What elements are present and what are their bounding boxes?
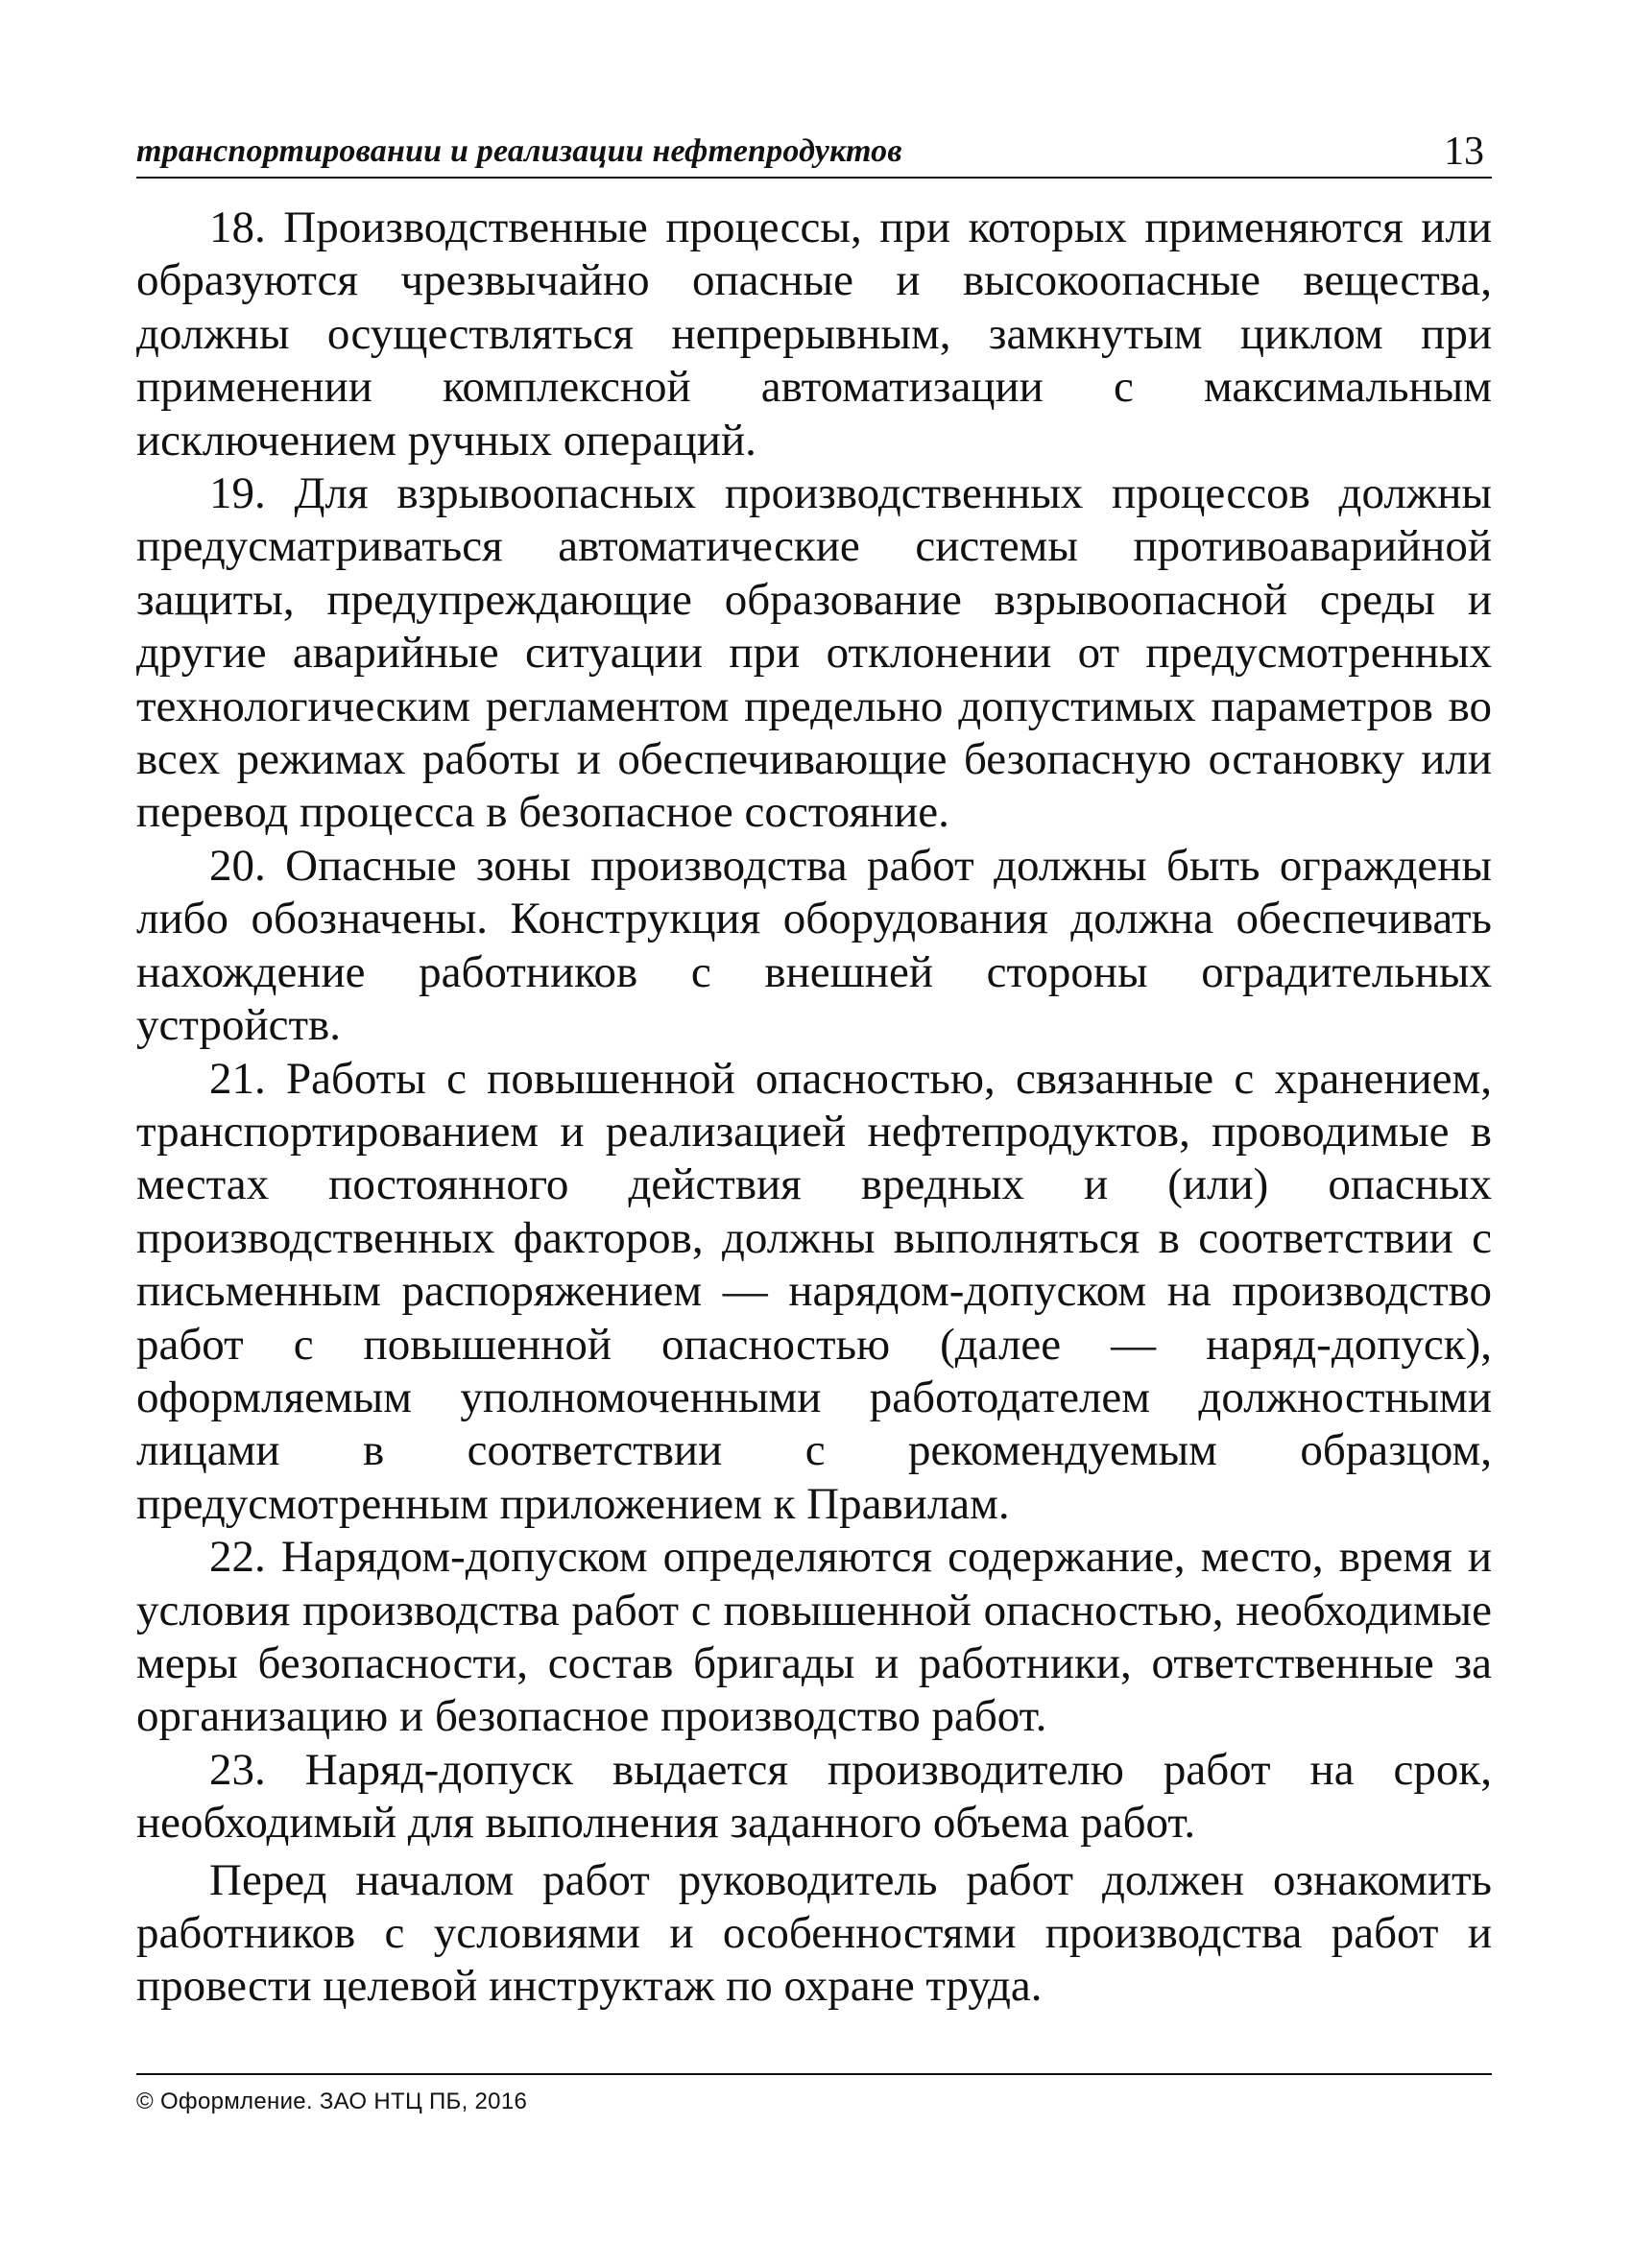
running-header-title: транспортировании и реализации нефтепродуктов <box>136 133 902 169</box>
footer-rule <box>136 2073 1492 2075</box>
paragraph-22: 22. Нарядом-допуском определяются содержание, место, время и условия производства работ с повышенной опасностью, необходимые меры безопасности, состав бригады и работники, ответственные за организацию и безопасное производство работ. <box>136 1532 1492 1742</box>
footer-copyright: © Оформление. ЗАО НТЦ ПБ, 2016 <box>136 2089 528 2114</box>
paragraph-23-continuation: Перед началом работ руководитель работ должен ознакомить работников с условиями и особенностями производства работ и провести целевой инструктаж по охране труда. <box>136 1854 1492 2012</box>
header-rule <box>136 177 1492 179</box>
paragraph-20: 20. Опасные зоны производства работ должны быть ограждены либо обозначены. Конструкция оборудования должна обеспечивать нахождение работников с внешней стороны оградительных устройств. <box>136 840 1492 1051</box>
page-number: 13 <box>1444 130 1484 174</box>
document-body <box>136 202 1492 2014</box>
paragraph-21: 21. Работы с повышенной опасностью, связанные с хранением, транспортированием и реализацией нефтепродуктов, проводимые в местах постоянного действия вредных и (или) опасных производственных факторов, должны выполняться в соответствии с письменным распоряжением — нарядом-допуском на производство работ с повышенной опасностью (далее — наряд-допуск), оформляемым уполномоченными работодателем должностными лицами в соответствии с рекомендуемым образцом, предусмотренным приложением к Правилам. <box>136 1053 1492 1529</box>
running-header <box>136 131 1490 177</box>
paragraph-23: 23. Наряд-допуск выдается производителю работ на срок, необходимый для выполнения заданного объема работ. <box>136 1744 1492 1849</box>
paragraph-18: 18. Производственные процессы, при которых применяются или образуются чрезвычайно опасные и высокоопасные вещества, должны осуществляться непрерывным, замкнутым циклом при применении комплексной автоматизации с максимальным исключением ручных операций. <box>136 203 1492 466</box>
paragraph-19: 19. Для взрывоопасных производственных процессов должны предусматриваться автоматические системы противоаварийной защиты, предупреждающие образование взрывоопасной среды и другие аварийные ситуации при отклонении от предусмотренных технологическим регламентом предельно допустимых параметров во всех режимах работы и обеспечивающие безопасную остановку или перевод процесса в безопасное состояние. <box>136 468 1492 838</box>
